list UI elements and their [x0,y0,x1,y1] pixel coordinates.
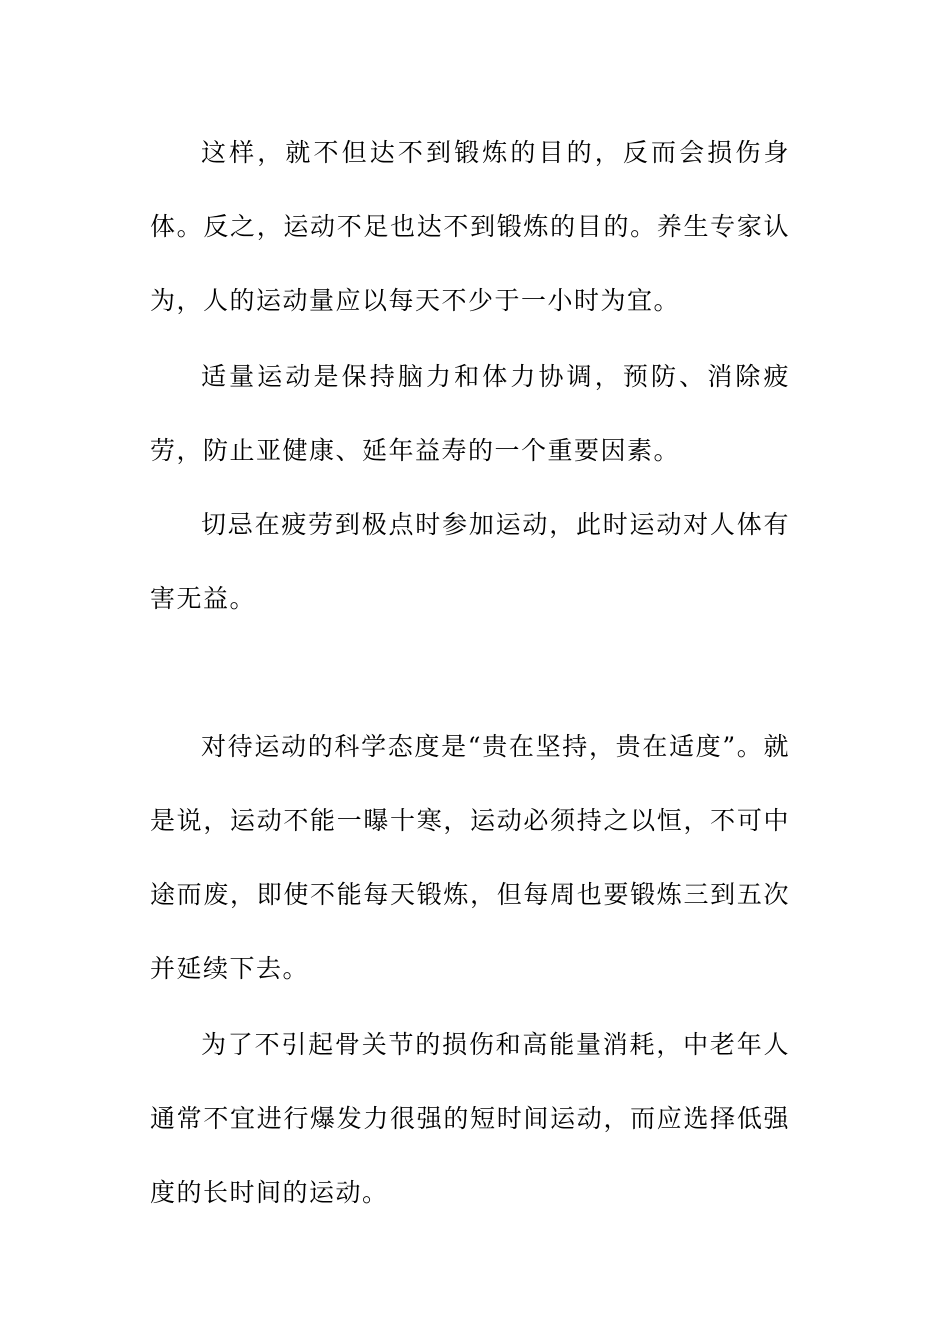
paragraph-3: 切忌在疲劳到极点时参加运动，此时运动对人体有害无益。 [150,510,790,613]
paragraph-4: 对待运动的科学态度是“贵在坚持，贵在适度”。就是说，运动不能一曝十寒，运动必须持之以恒，不可中途而废，即使不能每天锻炼，但每周也要锻炼三到五次并延续下去。 [150,732,790,983]
paragraph-1: 这样，就不但达不到锻炼的目的，反而会损伤身体。反之，运动不足也达不到锻炼的目的。养生专家认为，人的运动量应以每天不少于一小时为宜。 [150,138,790,315]
paragraph-5: 为了不引起骨关节的损伤和高能量消耗，中老年人通常不宜进行爆发力很强的短时间运动，而应选择低强度的长时间的运动。 [150,1030,790,1207]
paragraph-2: 适量运动是保持脑力和体力协调，预防、消除疲劳，防止亚健康、延年益寿的一个重要因素。 [150,362,790,465]
